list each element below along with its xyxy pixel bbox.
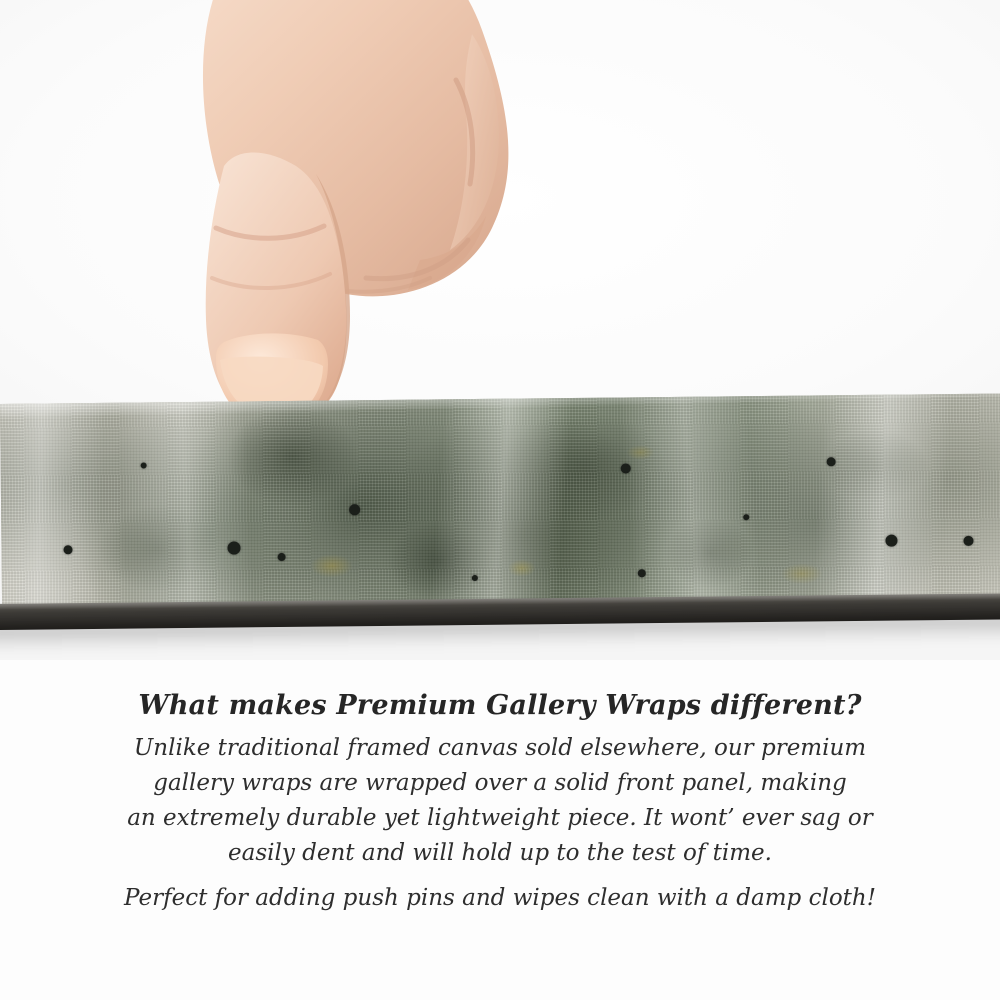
caption-closing-line: Perfect for adding push pins and wipes clean with a damp cloth! [124, 884, 876, 911]
caption-title: What makes Premium Gallery Wraps different? [138, 690, 862, 721]
hand-pressing-canvas [120, 0, 590, 430]
caption-line: easily dent and will hold up to the test of time. [228, 839, 772, 866]
caption-block [0, 690, 1000, 916]
caption-line: an extremely durable yet lightweight piece. It wont’ ever sag or [127, 804, 873, 831]
canvas-artwork-surface [0, 394, 1000, 616]
canvas-edge-slab [0, 404, 1000, 636]
caption-line: gallery wraps are wrapped over a solid front panel, making [153, 769, 847, 796]
caption-body [0, 731, 1000, 916]
canvas-speckles [0, 394, 1000, 616]
caption-line: Unlike traditional framed canvas sold elsewhere, our premium [133, 735, 867, 761]
